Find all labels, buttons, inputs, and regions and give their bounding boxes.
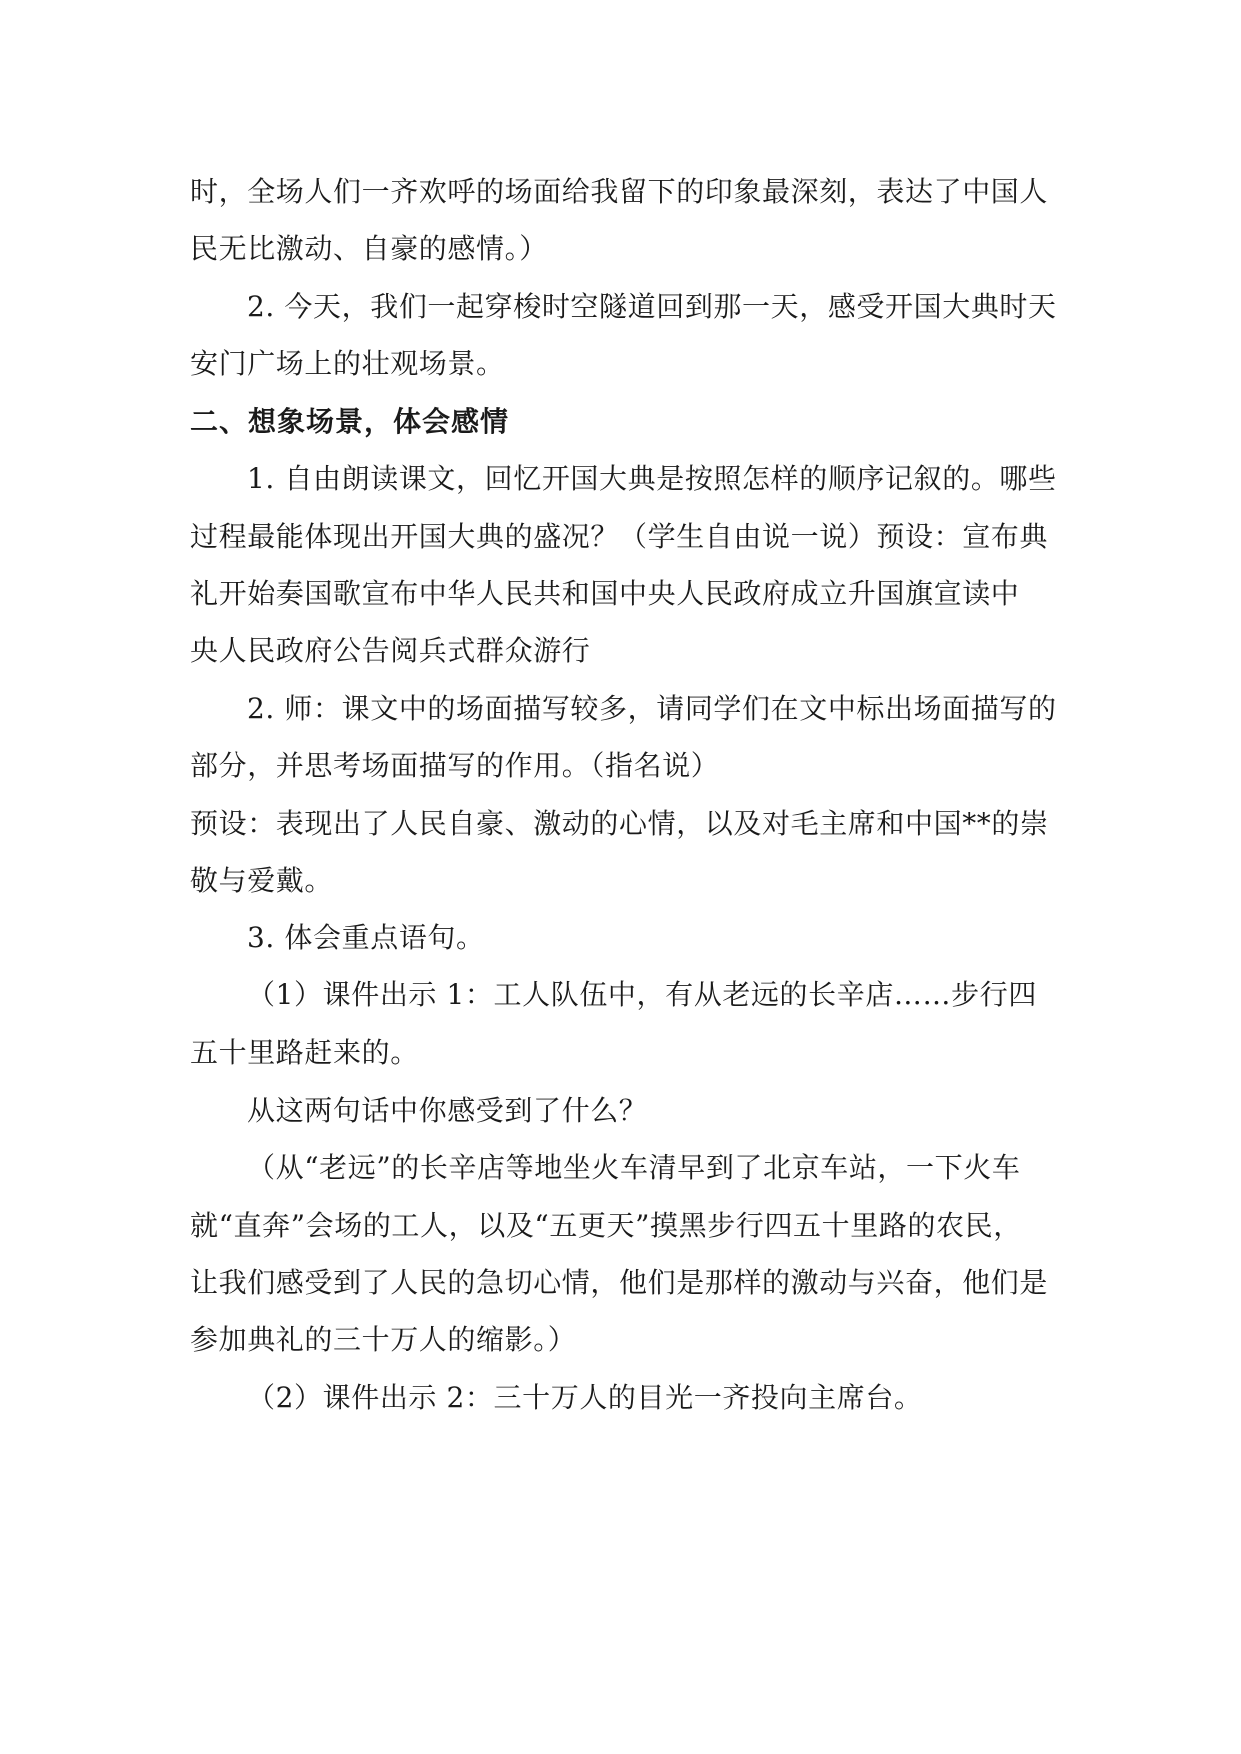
body-text-line: 时，全场人们一齐欢呼的场面给我留下的印象最深刻，表达了中国人 (190, 175, 1049, 208)
body-text-line: 3. 体会重点语句。 (247, 921, 485, 954)
body-text-line: 安门广场上的壮观场景。 (190, 347, 505, 380)
body-text-line: 过程最能体现出开国大典的盛况？（学生自由说一说）预设：宣布典 (190, 520, 1049, 553)
body-text-line: 从这两句话中你感受到了什么？ (247, 1094, 648, 1127)
body-text-line: 预设：表现出了人民自豪、激动的心情，以及对毛主席和中国**的崇 (190, 807, 1049, 840)
section-heading: 二、想象场景，体会感情 (190, 405, 510, 438)
body-text-line: 2. 师：课文中的场面描写较多，请同学们在文中标出场面描写的 (247, 692, 1057, 725)
body-text-line: （从“老远”的长辛店等地坐火车清早到了北京车站，一下火车 (247, 1151, 1021, 1184)
body-text-line: 2. 今天，我们一起穿梭时空隧道回到那一天，感受开国大典时天 (247, 290, 1057, 323)
body-text-line: 央人民政府公告阅兵式群众游行 (190, 634, 591, 667)
body-text-line: 1. 自由朗读课文，回忆开国大典是按照怎样的顺序记叙的。哪些 (247, 462, 1057, 495)
body-text-line: 部分，并思考场面描写的作用。（指名说） (190, 749, 720, 782)
body-text-line: 参加典礼的三十万人的缩影。） (190, 1323, 577, 1356)
body-text-line: （2）课件出示 2：三十万人的目光一齐投向主席台。 (247, 1381, 923, 1414)
body-text-line: 就“直奔”会场的工人，以及“五更天”摸黑步行四五十里路的农民， (190, 1209, 1022, 1242)
body-text-line: 让我们感受到了人民的急切心情，他们是那样的激动与兴奋，他们是 (190, 1266, 1049, 1299)
body-text-line: 民无比激动、自豪的感情。） (190, 232, 548, 265)
body-text-line: 敬与爱戴。 (190, 864, 334, 897)
body-text-line: （1）课件出示 1：工人队伍中，有从老远的长辛店……步行四 (247, 978, 1037, 1011)
body-text-line: 五十里路赶来的。 (190, 1036, 419, 1069)
body-text-line: 礼开始奏国歌宣布中华人民共和国中央人民政府成立升国旗宣读中 (190, 577, 1020, 610)
